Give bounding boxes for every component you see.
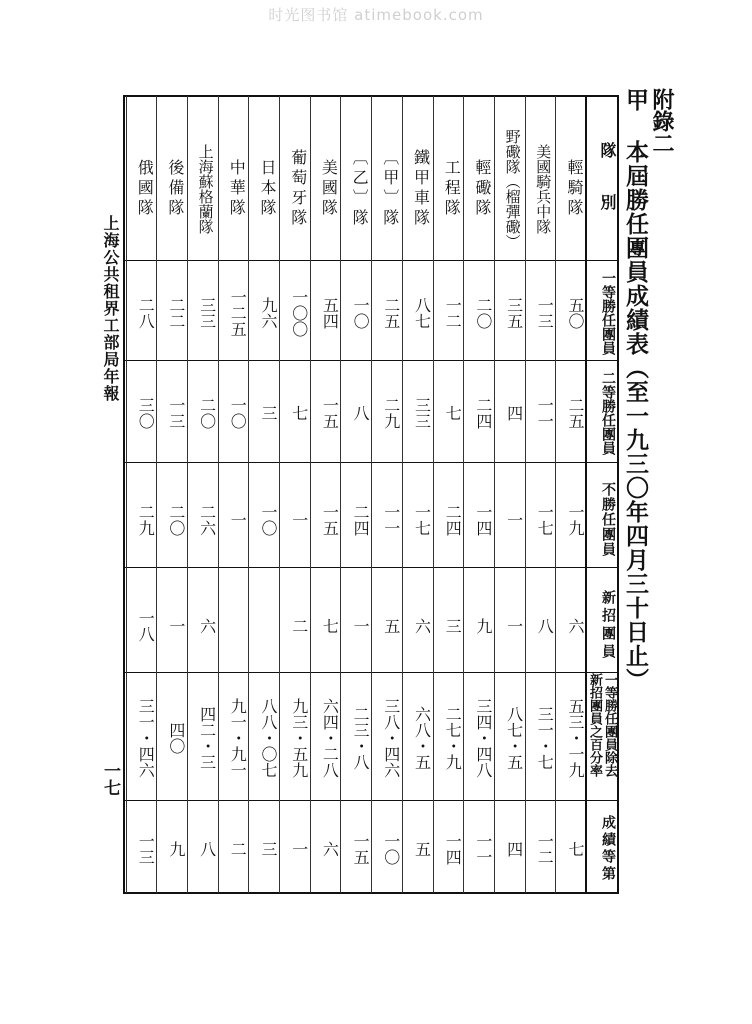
unit-name: 〔甲〕隊 [380,149,400,229]
rank-value: 一五 [351,832,371,865]
recruits-value: 六 [565,617,585,634]
percentage-value: 八八・〇七 [258,697,278,778]
first-class-value: 三五 [504,296,524,329]
rank-value: 七 [565,840,585,857]
not-qualified-value: 二〇 [166,503,186,536]
percentage-value: 二七・九 [443,705,463,770]
unit-name: 美國騎兵中隊 [534,144,553,234]
unit-name: 〔乙〕隊 [350,149,370,229]
column-divider [402,96,403,893]
second-class-value: 一五 [320,396,340,429]
first-class-value: 二二 [166,296,186,329]
not-qualified-value: 一四 [473,503,493,536]
percentage-value: 五三・一九 [565,697,585,778]
first-class-value: 二〇 [473,296,493,329]
unit-name: 後備隊 [165,159,185,219]
percentage-value: 四〇 [166,721,186,754]
not-qualified-value: 二六 [197,503,217,536]
unit-name: 上海蘇格蘭隊 [196,144,215,234]
column-divider [156,96,157,893]
first-class-value: 九六 [258,296,278,329]
percentage-value: 三八・四六 [381,697,401,778]
recruits-value: 六 [412,617,432,634]
unit-name: 輕礮隊 [472,159,492,219]
page-title: 甲 本屆勝任團員成績表（至一九三〇年四月三十日止） [622,88,649,692]
percentage-value: 四二・三 [197,705,217,770]
first-class-value: 一〇〇 [289,288,309,337]
column-divider [371,96,372,893]
rank-value: 五 [412,840,432,857]
not-qualified-value: 一 [504,511,524,528]
percentage-value: 八七・五 [504,705,524,770]
unit-name: 野礮隊（榴彈礮） [503,129,522,249]
unit-name: 美國隊 [319,159,339,219]
recruits-value: 六 [197,617,217,634]
recruits-value: 九 [473,617,493,634]
percentage-value: 六四・二八 [320,697,340,778]
first-class-value: 一二五 [228,288,248,337]
first-class-value: 一二 [443,296,463,329]
rank-value: 一 [289,840,309,857]
column-divider [433,96,434,893]
not-qualified-value: 一五 [320,503,340,536]
unit-name: 工程隊 [442,159,462,219]
header-pct-line1: 一等勝任團員除去 [602,673,617,777]
second-class-value: 四 [504,404,524,421]
not-qualified-value: 一一 [381,503,401,536]
second-class-value: 三〇 [136,396,156,429]
column-divider [218,96,219,893]
percentage-value: 三一・七 [535,705,555,770]
column-divider [340,96,341,893]
not-qualified-value: 一 [289,511,309,528]
percentage-value: 六八・五 [412,705,432,770]
header-unit: 隊 別 [598,142,617,220]
first-class-value: 三三 [197,296,217,329]
rank-value: 一二 [535,832,555,865]
second-class-value: 一一 [535,396,555,429]
unit-name: 輕騎隊 [564,159,584,219]
second-class-value: 三三 [412,396,432,429]
first-class-value: 一〇 [351,296,371,329]
header-percentage [588,673,616,798]
first-class-value: 八七 [412,296,432,329]
recruits-value: 一 [166,617,186,634]
rank-value: 一四 [443,832,463,865]
second-class-value: 七 [289,404,309,421]
recruits-value: 五 [381,617,401,634]
column-divider [187,96,188,893]
column-divider [463,96,464,893]
header-rank: 成績等第 [600,814,616,883]
first-class-value: 二五 [381,296,401,329]
first-class-value: 五〇 [565,296,585,329]
percentage-value: 三一・四六 [136,697,156,778]
column-divider [555,96,556,893]
rank-value: 一三 [136,832,156,865]
recruits-value [220,578,247,673]
first-class-value: 一三 [535,296,555,329]
running-footer: 上海公共租界工部局年報 [101,215,120,402]
column-divider [279,96,280,893]
header-second-class: 二等勝任團員 [600,370,616,455]
rank-value: 九 [166,840,186,857]
not-qualified-value: 一〇 [258,503,278,536]
not-qualified-value: 一七 [535,503,555,536]
rank-value: 六 [320,840,340,857]
percentage-value: 九三・五九 [289,697,309,778]
not-qualified-value: 二九 [136,503,156,536]
rank-value: 一一 [473,832,493,865]
appendix-label: 附錄二 [649,88,675,154]
column-divider [494,96,495,893]
recruits-value: 一 [504,617,524,634]
recruits-value: 三 [443,617,463,634]
unit-name: 俄國隊 [135,159,155,219]
second-class-value: 一〇 [228,396,248,429]
second-class-value: 二五 [565,396,585,429]
column-divider [525,96,526,893]
header-recruits: 新招團員 [600,589,616,662]
recruits-value: 八 [535,617,555,634]
second-class-value: 七 [443,404,463,421]
percentage-value: 九一・九一 [228,697,248,778]
rank-value: 八 [197,840,217,857]
column-divider [310,96,311,893]
recruits-value: 一 [351,617,371,634]
column-divider [126,96,127,893]
unit-name: 中華隊 [227,159,247,219]
second-class-value: 一三 [166,396,186,429]
percentage-value: 二三・八 [351,705,371,770]
not-qualified-value: 一七 [412,503,432,536]
second-class-value: 三 [258,404,278,421]
second-class-value: 二九 [381,396,401,429]
header-first-class: 一等勝任團員 [600,270,616,355]
second-class-value: 二四 [473,396,493,429]
rank-value: 三 [258,840,278,857]
unit-name: 葡萄牙隊 [288,149,308,229]
second-class-value: 八 [351,404,371,421]
column-divider [248,96,249,893]
not-qualified-value: 二四 [443,503,463,536]
recruits-value: 七 [320,617,340,634]
unit-name: 鐵甲車隊 [411,149,431,229]
not-qualified-value: 一 [228,511,248,528]
first-class-value: 五四 [320,296,340,329]
rank-value: 二 [228,840,248,857]
rank-value: 一〇 [381,832,401,865]
recruits-value: 二 [289,617,309,634]
not-qualified-value: 二四 [351,503,371,536]
header-not-qualified: 不勝任團員 [600,482,616,557]
watermark: 时光图书馆 atimebook.com [268,6,484,24]
unit-name: 日本隊 [257,159,277,219]
recruits-value [250,578,277,673]
header-pct-line2: 新招團員之百分率 [587,673,602,777]
not-qualified-value: 一九 [565,503,585,536]
first-class-value: 二八 [136,296,156,329]
page-number: 一七 [100,762,120,796]
percentage-value: 三四・四八 [473,697,493,778]
second-class-value: 二〇 [197,396,217,429]
recruits-value: 一八 [136,609,156,642]
rank-value: 四 [504,840,524,857]
